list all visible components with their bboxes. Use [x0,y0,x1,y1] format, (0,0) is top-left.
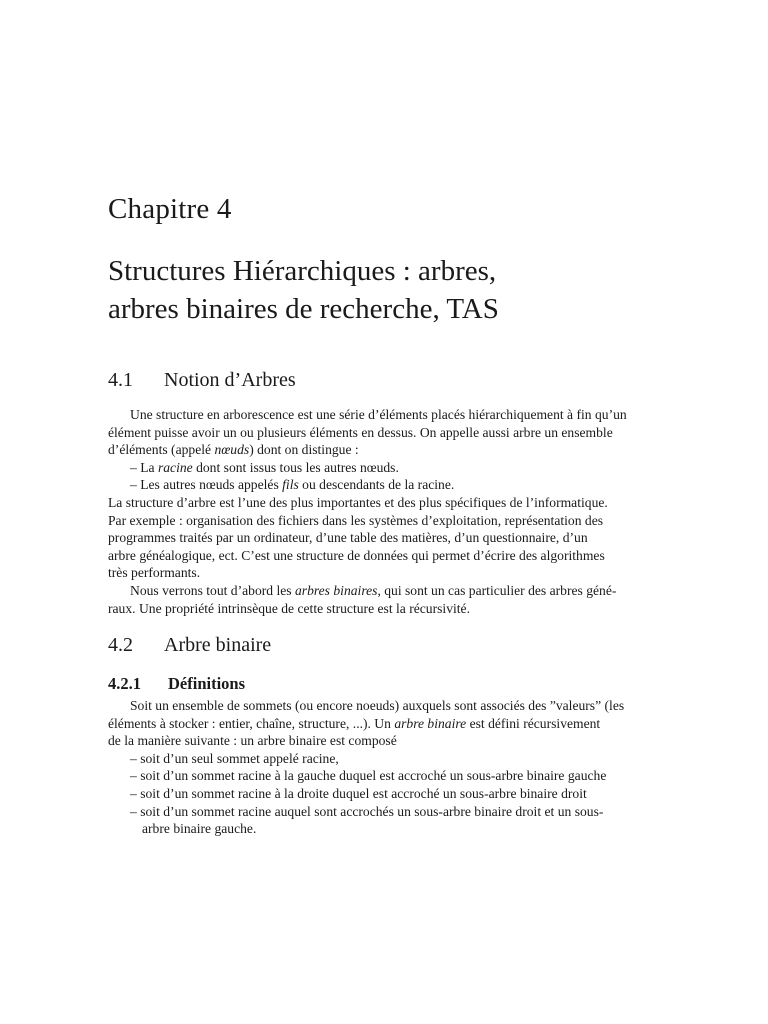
chapter-number: Chapitre 4 [108,193,232,225]
body-line: très performants. [108,565,201,581]
subsection-number: 4.2.1 [108,674,141,693]
list-item-continuation: arbre binaire gauche. [142,821,257,837]
section-4-1-body [108,406,698,617]
list-item: – soit d’un seul sommet appelé racine, [108,750,698,768]
emphasis: nœuds [214,442,250,458]
section-title: Arbre binaire [164,634,272,656]
list-item: – soit d’un sommet racine à la droite duquel est accroché un sous-arbre binaire droit [108,785,698,803]
subsection-title: Définitions [168,674,246,693]
body-line: éléments à stocker : entier, chaîne, structure, ...). Un arbre binaire est défini récursivement [108,715,601,731]
body-line: de la manière suivante : un arbre binaire est composé [108,733,397,749]
emphasis: arbres binaires [294,582,378,598]
chapter-title-line-1: Structures Hiérarchiques : arbres, [108,255,497,287]
body-line: La structure d’arbre est l’une des plus importantes et des plus spécifiques de l’informatique. [108,494,608,510]
section-heading-4-2 [108,634,271,657]
chapter-title [108,252,708,328]
body-line: Une structure en arborescence est une série d’éléments placés hiérarchiquement à fin qu’un [130,407,627,422]
section-number: 4.1 [108,369,133,391]
list-item: – La racine dont sont issus tous les autres nœuds. [108,459,698,477]
body-line: Par exemple : organisation des fichiers dans les systèmes d’exploitation, représentation des [108,512,604,528]
section-heading-4-1 [108,369,296,392]
body-line: élément puisse avoir un ou plusieurs éléments en dessus. On appelle aussi arbre un ensemble [108,424,613,440]
list-item: – soit d’un sommet racine à la gauche duquel est accroché un sous-arbre binaire gauche [108,767,698,785]
section-title: Notion d’Arbres [164,369,296,391]
section-number: 4.2 [108,634,133,656]
subsection-heading-4-2-1 [108,674,245,694]
body-line: arbre généalogique, ect. C’est une structure de données qui permet d’écrire des algorithmes [108,547,605,563]
body-line: programmes traités par un ordinateur, d’une table des matières, d’un questionnaire, d’un [108,530,588,546]
list-item: – Les autres nœuds appelés fils ou descendants de la racine. [108,476,698,494]
list-item: – soit d’un sommet racine auquel sont accrochés un sous-arbre binaire droit et un sous- [108,803,698,821]
body-line: raux. Une propriété intrinsèque de cette structure est la récursivité. [108,600,470,616]
body-line: d’éléments (appelé nœuds) dont on distingue : [108,442,359,458]
emphasis: fils [282,477,299,493]
chapter-title-line-2: arbres binaires de recherche, TAS [108,293,499,325]
body-line: Nous verrons tout d’abord les arbres binaires, qui sont un cas particulier des arbres géné- [130,582,617,598]
emphasis: arbre binaire [394,715,467,731]
subsection-4-2-1-body [108,697,698,838]
body-line: Soit un ensemble de sommets (ou encore noeuds) auxquels sont associés des ”valeurs” (les [130,698,625,713]
emphasis: racine [157,459,193,475]
